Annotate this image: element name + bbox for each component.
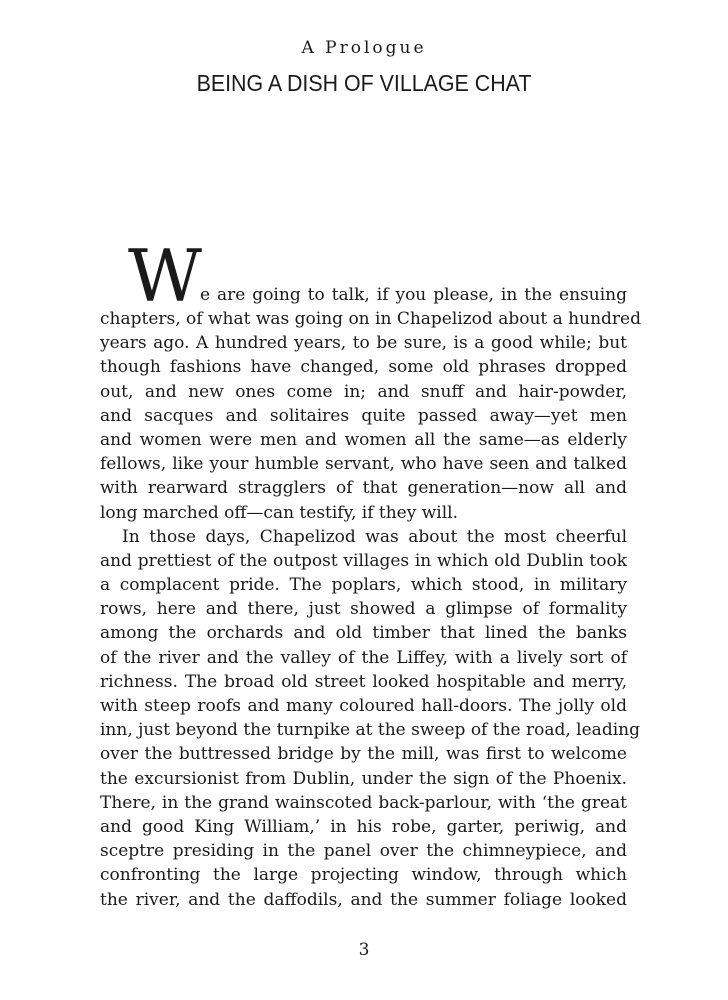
paragraph-2 xyxy=(100,525,640,912)
text-line: with steep roofs and many coloured hall-doors. The jolly old xyxy=(100,696,627,716)
text-line: chapters, of what was going on in Chapelizod about a hundred xyxy=(100,309,641,329)
text-line: confronting the large projecting window, through which xyxy=(100,865,627,886)
text-line: fellows, like your humble servant, who have seen and talked xyxy=(100,454,627,475)
text-line: and sacques and solitaires quite passed away—yet men xyxy=(100,405,627,426)
text-line: the excursionist from Dublin, under the sign of the Phoenix. xyxy=(100,768,627,789)
text-line: and good King William,’ in his robe, garter, periwig, and xyxy=(100,816,627,837)
text-line: e are going to talk, if you please, in the ensuing xyxy=(200,284,627,305)
text-line: with rearward stragglers of that generation—now all and xyxy=(100,478,627,499)
prologue-heading: A Prologue xyxy=(301,38,427,58)
drop-cap: W xyxy=(128,234,200,318)
chapter-title: BEING A DISH OF VILLAGE CHAT xyxy=(196,70,532,96)
body-text xyxy=(100,234,641,912)
text-line: over the buttressed bridge by the mill, was first to welcome xyxy=(100,744,627,765)
paragraph-1 xyxy=(100,234,641,525)
text-line: of the river and the valley of the Liffey, with a lively sort of xyxy=(100,647,627,668)
text-line: and women were men and women all the same—as elderly xyxy=(100,429,627,450)
text-line: There, in the grand wainscoted back-parlour, with ‘the great xyxy=(100,792,627,813)
text-line: years ago. A hundred years, to be sure, is a good while; but xyxy=(100,333,627,354)
text-line: richness. The broad old street looked hospitable and merry, xyxy=(100,671,627,692)
text-line: out, and new ones come in; and snuff and hair-powder, xyxy=(100,381,627,402)
text-line: the river, and the daffodils, and the summer foliage looked xyxy=(100,889,627,910)
text-line: sceptre presiding in the panel over the chimneypiece, and xyxy=(100,841,627,862)
drop-cap-row xyxy=(100,234,627,318)
text-line: though fashions have changed, some old phrases dropped xyxy=(100,357,627,378)
text-line: and prettiest of the outpost villages in which old Dublin took xyxy=(100,550,627,571)
text-line: In those days, Chapelizod was about the most cheerful xyxy=(122,526,627,547)
text-line: long marched off—can testify, if they will. xyxy=(100,502,459,523)
text-line: rows, here and there, just showed a glimpse of formality xyxy=(100,599,627,620)
text-line: among the orchards and old timber that lined the banks xyxy=(100,623,627,644)
text-line: inn, just beyond the turnpike at the sweep of the road, leading xyxy=(100,720,640,741)
page-number: 3 xyxy=(358,940,370,960)
text-line: a complacent pride. The poplars, which stood, in military xyxy=(100,575,627,596)
